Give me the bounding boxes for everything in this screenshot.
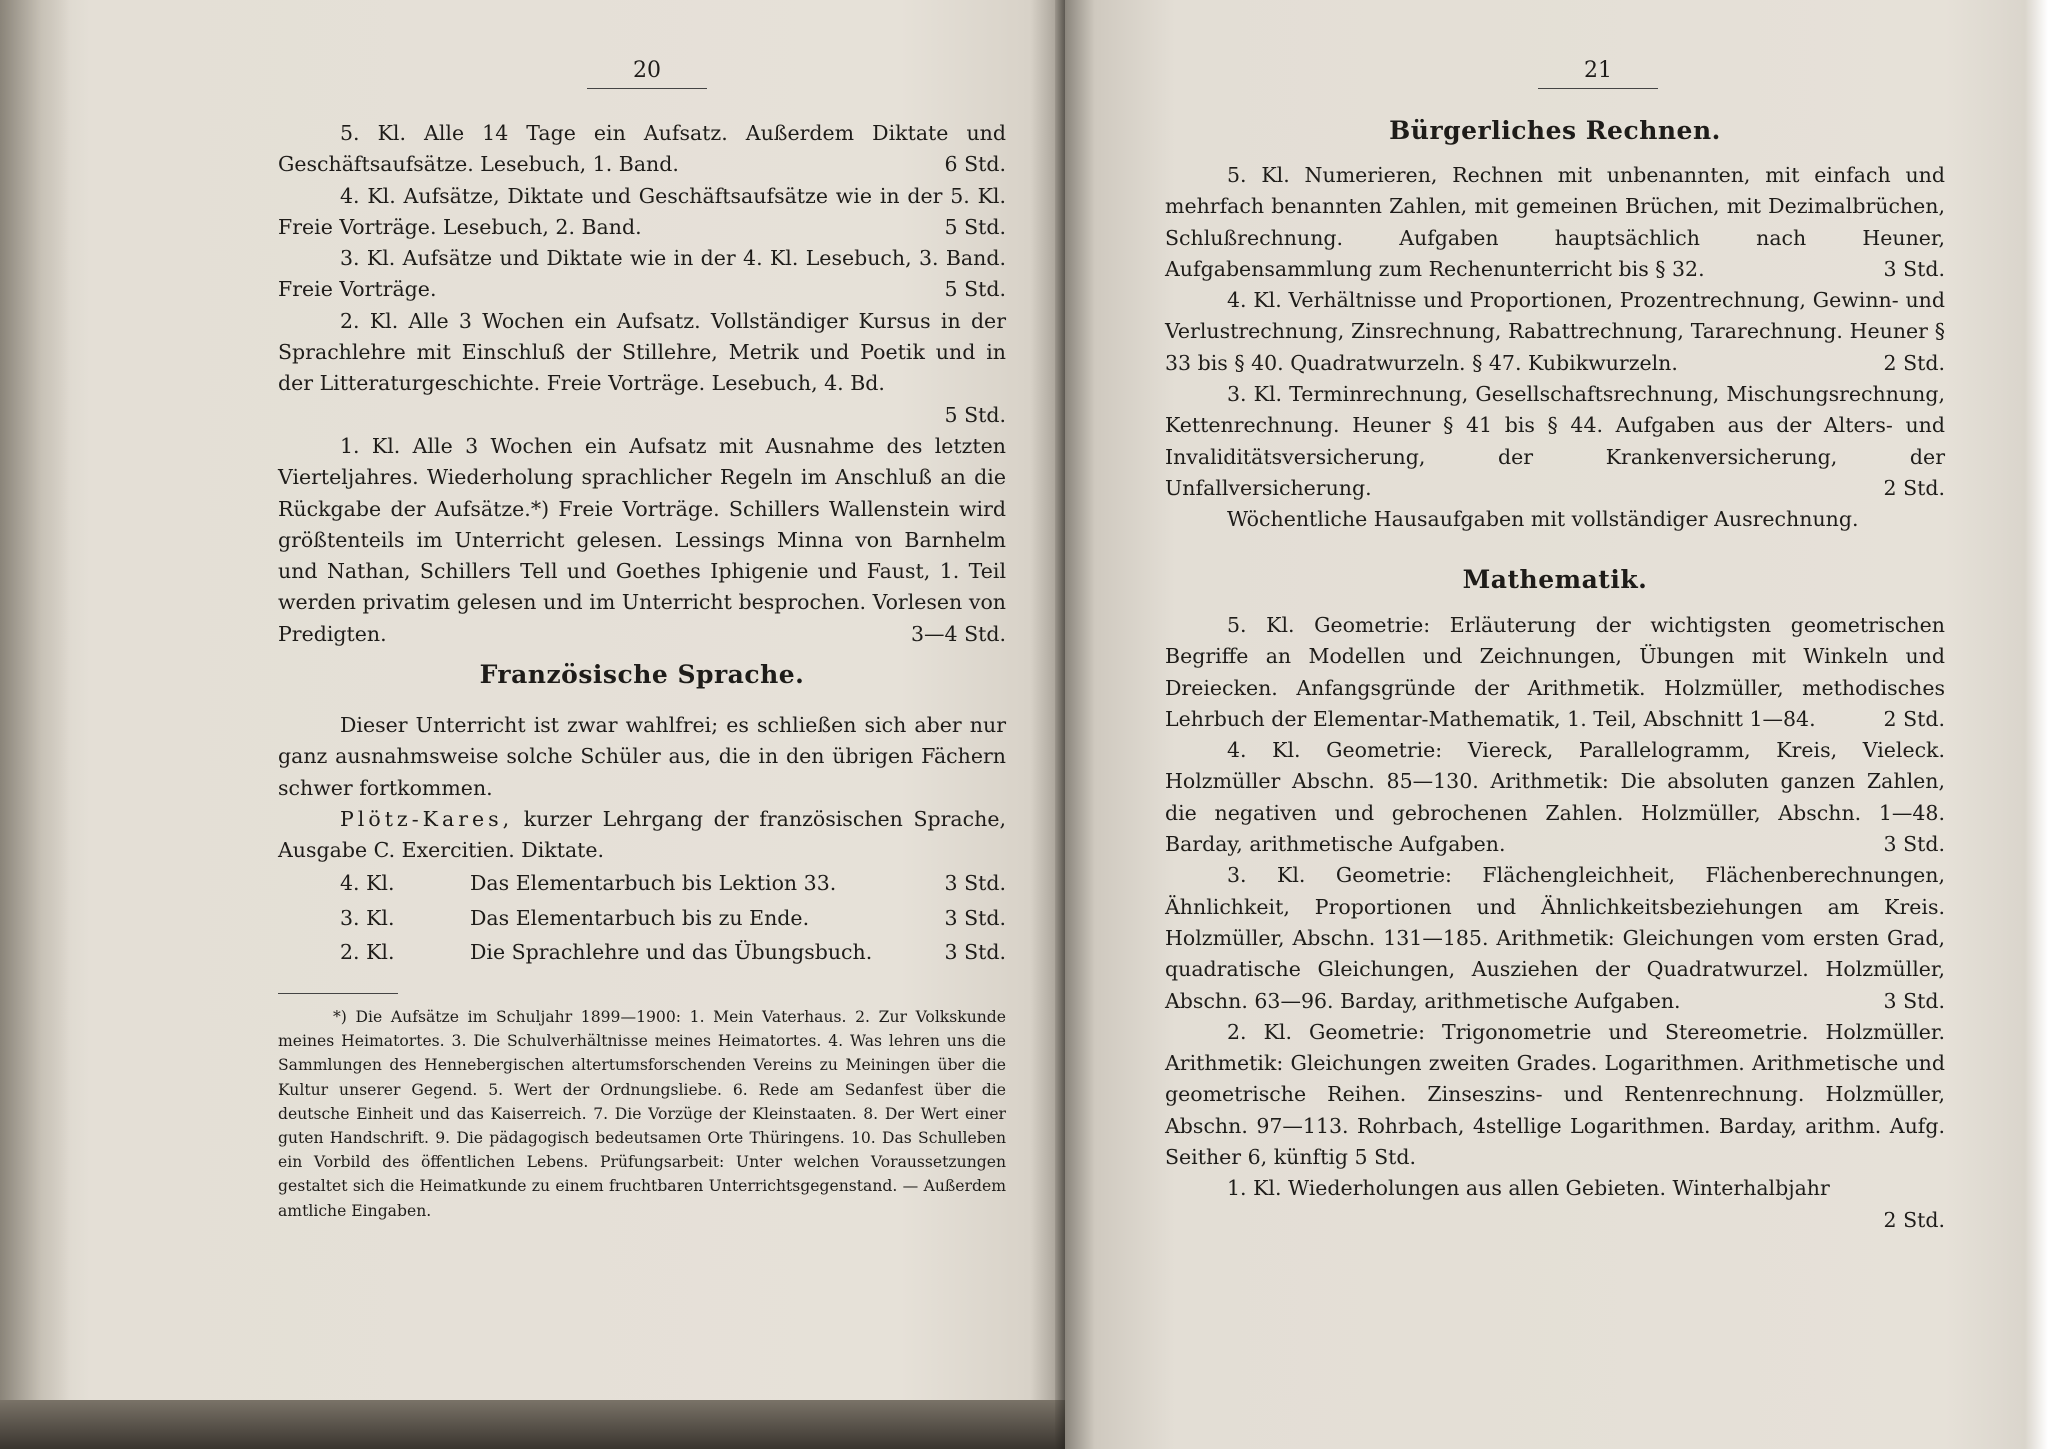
heading-mathematik: Mathematik. — [1462, 565, 1648, 594]
mathe-paragraph-kl3 — [1165, 860, 1945, 1016]
heading-rechnen: Bürgerliches Rechnen. — [1389, 116, 1721, 145]
rechnen-paragraph-kl3 — [1165, 379, 1945, 504]
franz-lesson-row — [340, 903, 1006, 934]
deutsch-section — [278, 118, 1006, 650]
right-page — [1065, 0, 2048, 1449]
mathe-paragraph-kl2 — [1165, 1017, 1945, 1173]
mathe-text-kl3: 3. Kl. Geometrie: Flächengleichheit, Flächenberechnungen, Ähnlichkeit, Proportionen und Ähnlichkeitsbeziehungen am Kreis. Holzmüller, Abschn. 131—185. Arithmetik: Gleichungen vom ersten Grad, quadratische Gleichungen, Ausziehen der Quadratwurzel. Holzmüller, Abschn. 63—96. Barday, arithmetische Aufgaben. — [1165, 863, 1945, 1013]
deutsch-hours-kl5: 6 Std. — [944, 152, 1006, 177]
deutsch-hours-kl4: 5 Std. — [944, 214, 1006, 239]
franz-textbook-details: kurzer Lehrgang der französischen Sprache, Ausgabe C. Exercitien. Diktate. — [278, 806, 1006, 863]
deutsch-paragraph-kl3 — [278, 243, 1006, 306]
footnote-rule — [278, 993, 398, 994]
deutsch-paragraph-kl4 — [278, 181, 1006, 244]
mathe-text-kl1: 1. Kl. Wiederholungen aus allen Gebieten. Winterhalbjahr — [1227, 1176, 1830, 1201]
franz-intro: Dieser Unterricht ist zwar wahlfrei; es schließen sich aber nur ganz ausnahmsweise solche Schüler aus, die in den übrigen Fächern schwer fortkommen. — [278, 713, 1006, 800]
franz-lesson-content: Das Elementarbuch bis zu Ende. — [470, 905, 810, 930]
mathe-hours-kl4: 3 Std. — [1883, 832, 1945, 857]
deutsch-hours-kl3: 5 Std. — [944, 277, 1006, 302]
footnote — [278, 1005, 1006, 1223]
rechnen-homework-note: Wöchentliche Hausaufgaben mit vollständiger Ausrechnung. — [1227, 507, 1859, 532]
franz-textbook — [278, 804, 1006, 867]
rechnen-section — [1165, 160, 1945, 536]
rechnen-paragraph-kl4 — [1165, 285, 1945, 379]
franz-section — [278, 710, 1006, 968]
page-number-rule-right — [1538, 88, 1658, 89]
franz-lesson-row — [340, 868, 1006, 899]
franz-lesson-content: Die Sprachlehre und das Übungsbuch. — [470, 940, 873, 965]
mathe-text-kl4: 4. Kl. Geometrie: Viereck, Parallelogramm, Kreis, Vieleck. Holzmüller Abschn. 85—130. Arithmetik: Die absoluten ganzen Zahlen, die negativen und gebrochenen Zahlen. Holzmüller, Abschn. 1—48. Barday, arithmetische Aufgaben. — [1165, 738, 1945, 857]
page-edge-left — [0, 0, 70, 1449]
franz-lesson-row — [340, 937, 1006, 968]
franz-lesson-class: 2. Kl. — [340, 940, 395, 965]
franz-lesson-hours: 3 Std. — [944, 905, 1006, 930]
franz-lesson-class: 4. Kl. — [340, 871, 395, 896]
mathe-paragraph-kl1 — [1165, 1173, 1945, 1236]
page-fore-edge-left — [0, 1400, 1065, 1449]
mathe-paragraph-kl5 — [1165, 610, 1945, 735]
deutsch-text-kl1: 1. Kl. Alle 3 Wochen ein Aufsatz mit Ausnahme des letzten Vierteljahres. Wiederholung sprachlicher Regeln im Anschluß an die Rückgabe der Aufsätze.*) Freie Vorträge. Schillers Wallenstein wird größtenteils im Unterricht gelesen. Lessings Minna von Barnhelm und Nathan, Schillers Tell und Goethes Iphigenie und Faust, 1. Teil werden privatim gelesen und im Unterricht besprochen. Vorlesen von Predigten. — [278, 433, 1006, 646]
franz-lesson-content: Das Elementarbuch bis Lektion 33. — [470, 871, 837, 896]
franz-textbook-author: Plötz-Kares, — [340, 806, 514, 831]
heading-franzoesisch: Französische Sprache. — [479, 660, 805, 689]
rechnen-text-kl4: 4. Kl. Verhältnisse und Proportionen, Prozentrechnung, Gewinn- und Verlustrechnung, Zinsrechnung, Rabattrechnung, Tararechnung. Heuner § 33 bis § 40. Quadratwurzeln. § 47. Kubikwurzeln. — [1165, 288, 1945, 375]
footnote-text: *) Die Aufsätze im Schuljahr 1899—1900: 1. Mein Vaterhaus. 2. Zur Volkskunde meines Heimatortes. 3. Die Schulverhältnisse meines Heimatortes. 4. Was lehren uns die Sammlungen des Hennebergischen altertumsforschenden Vereins zu Meiningen über die Kultur unserer Gegend. 5. Wert der Ordnungsliebe. 6. Rede am Sedanfest über die deutsche Einheit und das Kaiserreich. 7. Die Vorzüge der Kleinstaaten. 8. Der Wert einer guten Handschrift. 9. Die pädagogisch bedeutsamen Orte Thüringens. 10. Das Schulleben ein Vorbild des öffentlichen Lebens. Prüfungsarbeit: Unter welchen Voraussetzungen gestaltet sich die Heimatkunde zu einem fruchtbaren Unterrichtsgegenstand. — Außerdem amtliche Eingaben. — [278, 1008, 1006, 1220]
franz-lessons — [278, 868, 1006, 968]
mathe-hours-kl5: 2 Std. — [1883, 706, 1945, 731]
rechnen-hours-kl4: 2 Std. — [1883, 350, 1945, 375]
deutsch-paragraph-kl1 — [278, 431, 1006, 650]
page-number-rule-left — [587, 88, 707, 89]
rechnen-paragraph-kl5 — [1165, 160, 1945, 285]
mathe-text-kl5: 5. Kl. Geometrie: Erläuterung der wichtigsten geometrischen Begriffe an Modellen und Zeichnungen, Übungen mit Winkeln und Dreiecken. Anfangsgründe der Arithmetik. Holzmüller, methodisches Lehrbuch der Elementar-Mathematik, 1. Teil, Abschnitt 1—84. — [1165, 613, 1945, 731]
rechnen-text-kl5: 5. Kl. Numerieren, Rechnen mit unbenannten, mit einfach und mehrfach benannten Zahlen, mit gemeinen Brüchen, mit Dezimalbrüchen, Schlußrechnung. Aufgaben hauptsächlich nach Heuner, Aufgabensammlung zum Rechenunterricht bis § 32. — [1165, 163, 1945, 281]
page-number-right: 21 — [1584, 58, 1612, 83]
mathe-paragraph-kl4 — [1165, 735, 1945, 860]
rechnen-text-kl3: 3. Kl. Terminrechnung, Gesellschaftsrechnung, Mischungsrechnung, Kettenrechnung. Heuner § 41 bis § 44. Aufgaben aus der Alters- und Invaliditätsversicherung, der Krankenversicherung, der Unfallversicherung. — [1165, 382, 1945, 500]
rechnen-hours-kl5: 3 Std. — [1883, 256, 1945, 281]
page-number-left: 20 — [633, 58, 661, 83]
deutsch-text-kl4: 4. Kl. Aufsätze, Diktate und Geschäftsaufsätze wie in der 5. Kl. Freie Vorträge. Lesebuch, 2. Band. — [278, 183, 1006, 239]
mathe-hours-kl1: 2 Std. — [1883, 1207, 1945, 1232]
mathe-text-kl2: 2. Kl. Geometrie: Trigonometrie und Stereometrie. Holzmüller. Arithmetik: Gleichungen zweiten Grades. Logarithmen. Arithmetische und geometrische Reihen. Zinseszins- und Rentenrechnung. Holzmüller, Abschn. 97—113. Rohrbach, 4stellige Logarithmen. Barday, arithm. Aufg. Seither 6, künftig 5 Std. — [1165, 1019, 1945, 1170]
franz-lesson-hours: 3 Std. — [944, 871, 1006, 896]
mathe-section — [1165, 610, 1945, 1236]
deutsch-text-kl2: 2. Kl. Alle 3 Wochen ein Aufsatz. Vollständiger Kursus in der Sprachlehre mit Einschluß der Stillehre, Metrik und Poetik und in der Litteraturgeschichte. Freie Vorträge. Lesebuch, 4. Bd. — [278, 308, 1006, 396]
deutsch-text-kl3: 3. Kl. Aufsätze und Diktate wie in der 4. Kl. Lesebuch, 3. Band. Freie Vorträge. — [278, 246, 1006, 302]
rechnen-hours-kl3: 2 Std. — [1883, 475, 1945, 500]
deutsch-text-kl5: 5. Kl. Alle 14 Tage ein Aufsatz. Außerdem Diktate und Geschäftsaufsätze. Lesebuch, 1. Band. — [278, 121, 1006, 177]
deutsch-paragraph-kl5 — [278, 118, 1006, 181]
franz-lesson-class: 3. Kl. — [340, 905, 395, 930]
deutsch-paragraph-kl2 — [278, 306, 1006, 431]
deutsch-hours-kl1: 3—4 Std. — [910, 621, 1006, 646]
mathe-hours-kl3: 3 Std. — [1883, 988, 1945, 1013]
deutsch-hours-kl2: 5 Std. — [944, 402, 1006, 427]
franz-lesson-hours: 3 Std. — [944, 940, 1006, 965]
